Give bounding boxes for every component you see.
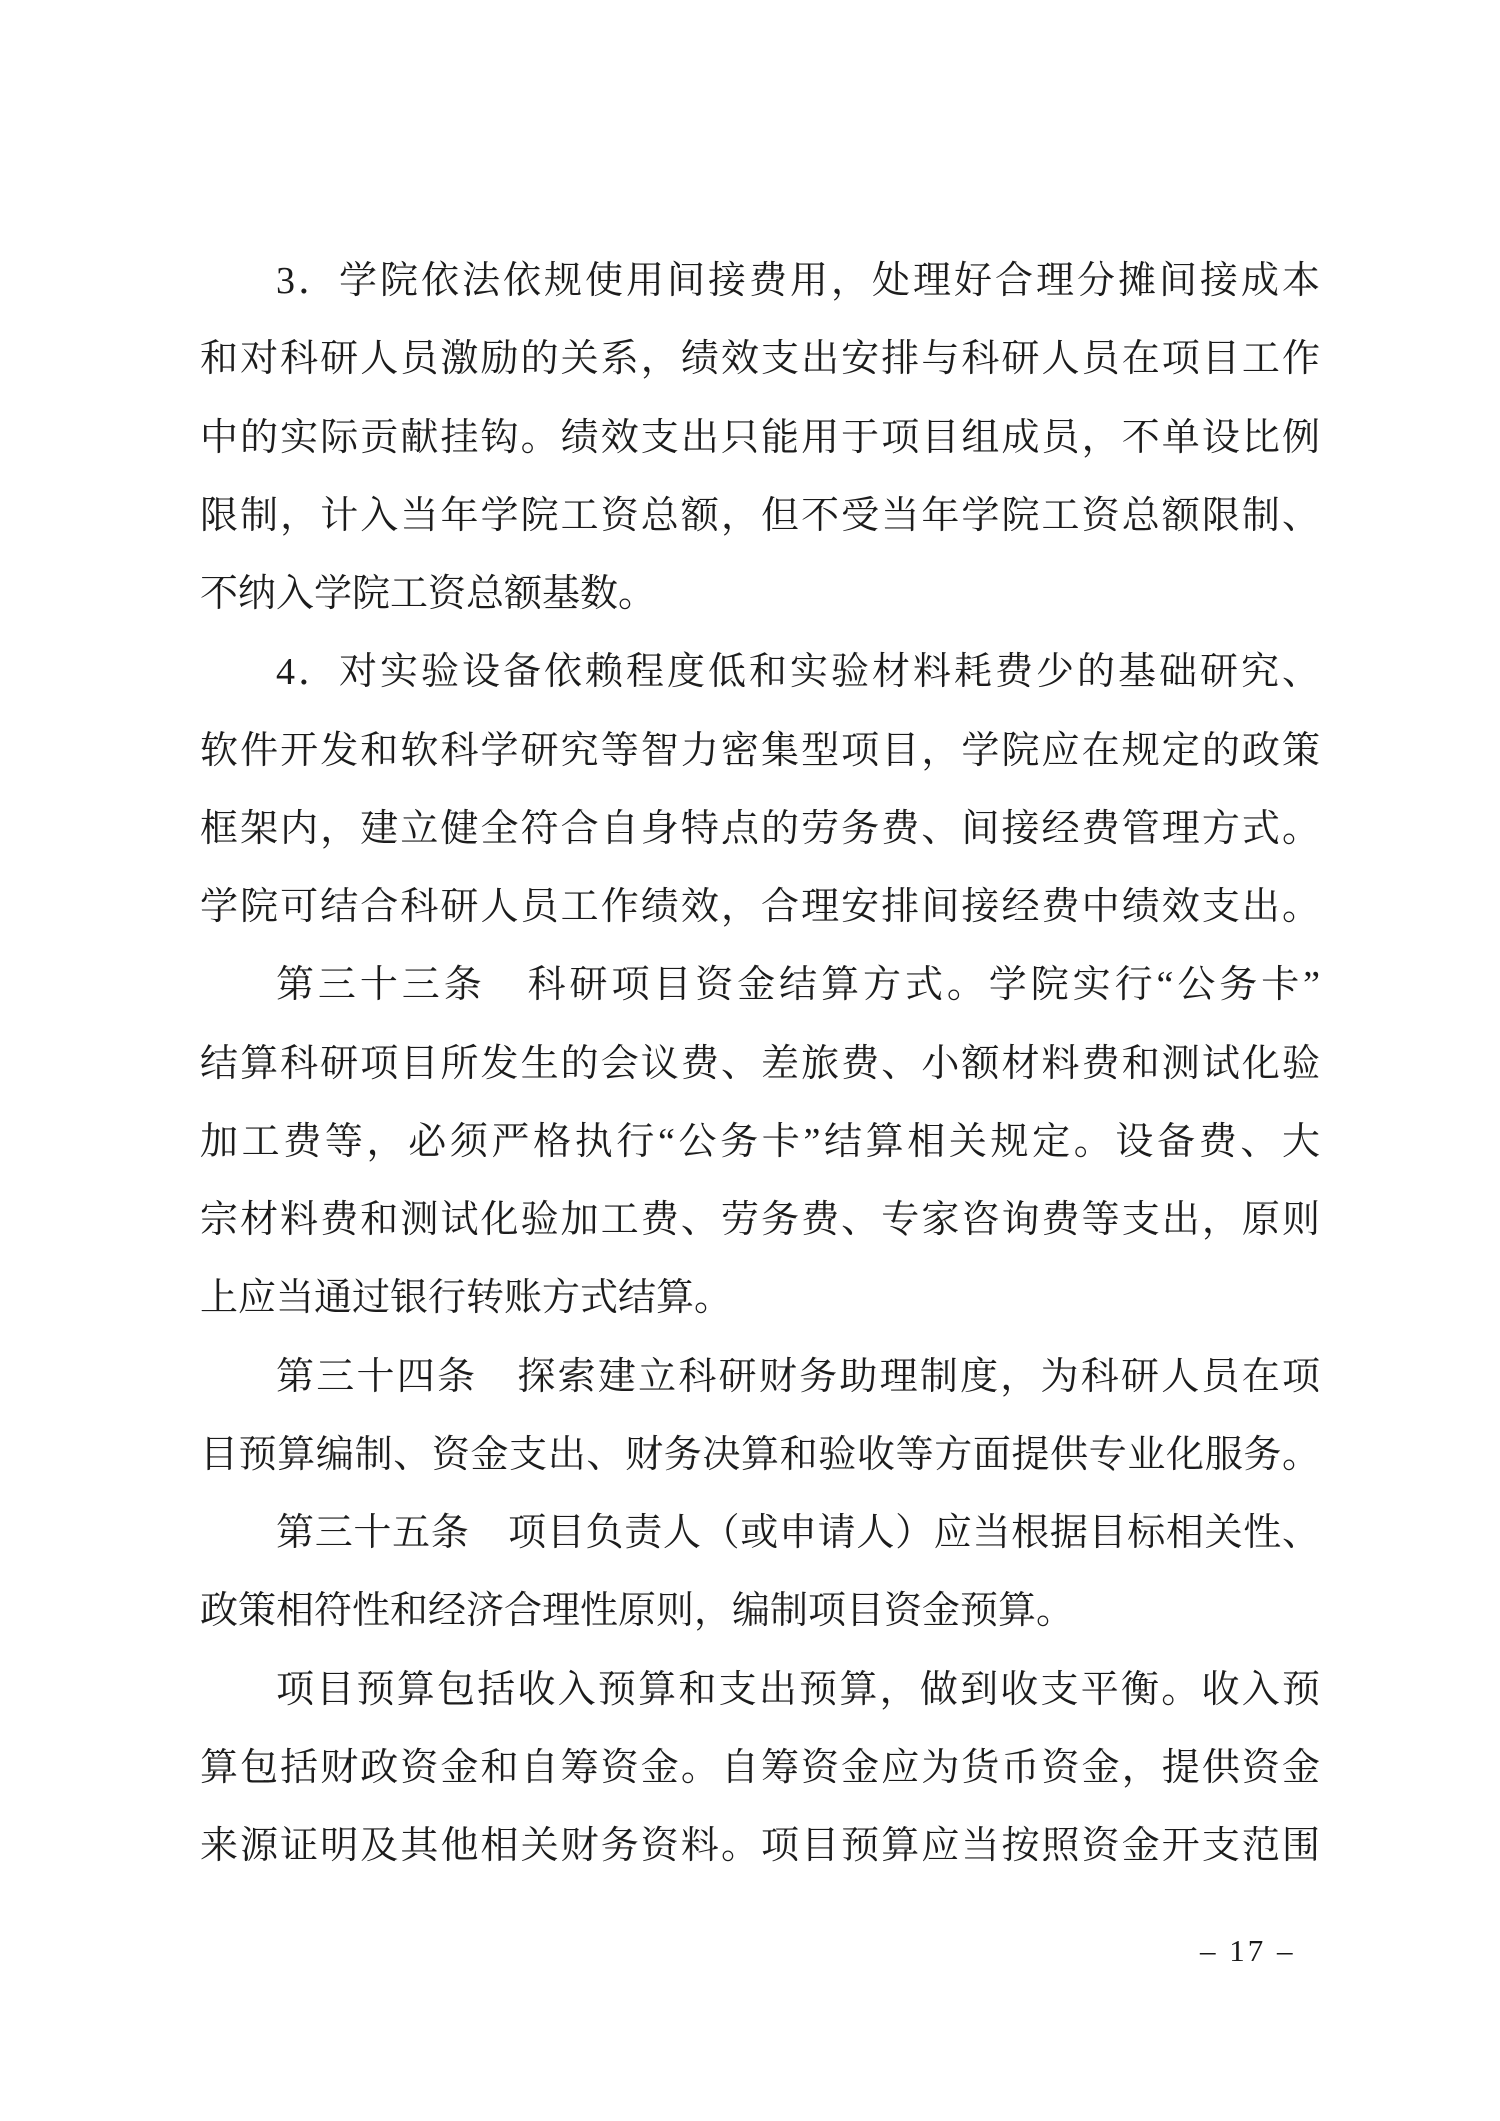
document-line: 加工费等，必须严格执行“公务卡”结算相关规定。设备费、大 xyxy=(200,1120,1320,1163)
document-line: 政策相符性和经济合理性原则，编制项目资金预算。 xyxy=(200,1590,1075,1633)
document-line: 第三十三条 科研项目资金结算方式。学院实行“公务卡” xyxy=(276,964,1320,1007)
document-line: 和对科研人员激励的关系，绩效支出安排与科研人员在项目工作 xyxy=(200,338,1320,381)
document-line: 宗材料费和测试化验加工费、劳务费、专家咨询费等支出，原则 xyxy=(200,1199,1320,1241)
document-line: 上应当通过银行转账方式结算。 xyxy=(200,1277,733,1320)
document-line: 限制，计入当年学院工资总额，但不受当年学院工资总额限制、 xyxy=(200,494,1320,537)
document-line: 学院可结合科研人员工作绩效，合理安排间接经费中绩效支出。 xyxy=(200,886,1320,928)
document-line: 不纳入学院工资总额基数。 xyxy=(200,573,657,615)
document-line: 3．学院依法依规使用间接费用，处理好合理分摊间接成本 xyxy=(276,260,1320,302)
document-line: 算包括财政资金和自筹资金。自筹资金应为货币资金，提供资金 xyxy=(200,1746,1320,1789)
document-line: 来源证明及其他相关财务资料。项目预算应当按照资金开支范围 xyxy=(200,1825,1320,1867)
document-line: 框架内，建立健全符合自身特点的劳务费、间接经费管理方式。 xyxy=(200,807,1320,850)
document-line: 4．对实验设备依赖程度低和实验材料耗费少的基础研究、 xyxy=(276,651,1320,694)
document-line: 项目预算包括收入预算和支出预算，做到收支平衡。收入预 xyxy=(276,1668,1320,1711)
document-line: 第三十五条 项目负责人（或申请人）应当根据目标相关性、 xyxy=(276,1512,1320,1554)
document-text-block xyxy=(200,242,1320,1885)
document-line: 中的实际贡献挂钩。绩效支出只能用于项目组成员，不单设比例 xyxy=(200,416,1320,459)
document-line: 第三十四条 探索建立科研财务助理制度，为科研人员在项 xyxy=(276,1355,1320,1398)
page-number: – 17 – xyxy=(1200,1933,1296,1968)
document-line: 目预算编制、资金支出、财务决算和验收等方面提供专业化服务。 xyxy=(200,1433,1320,1476)
document-line: 软件开发和软科学研究等智力密集型项目，学院应在规定的政策 xyxy=(200,729,1320,772)
document-line: 结算科研项目所发生的会议费、差旅费、小额材料费和测试化验 xyxy=(200,1042,1320,1085)
